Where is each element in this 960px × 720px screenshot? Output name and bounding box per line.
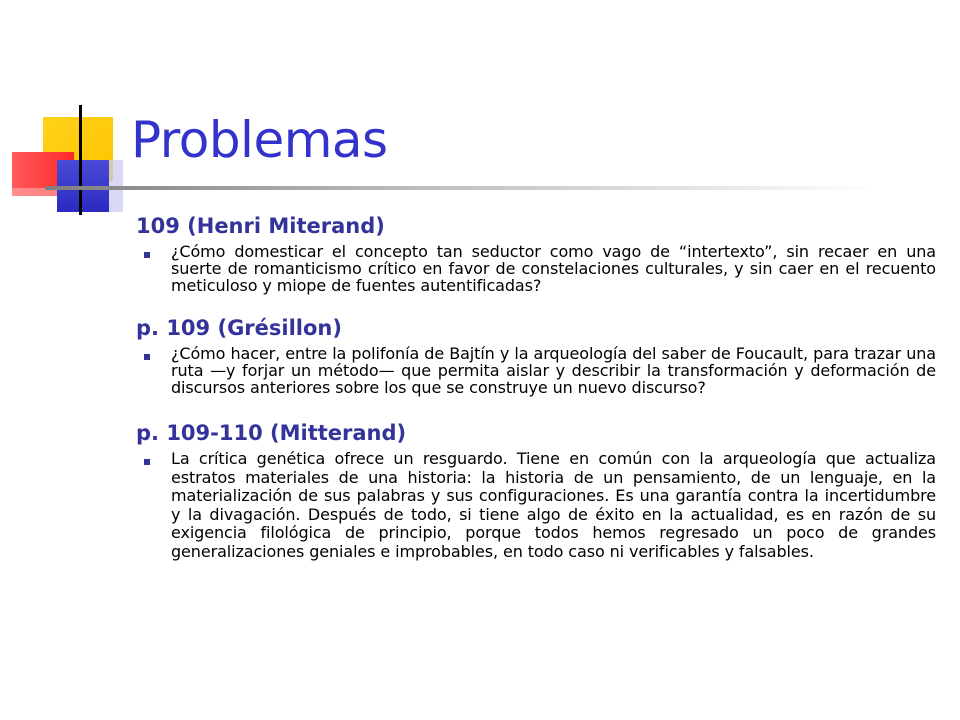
bullet-item bbox=[136, 243, 936, 294]
slide-title: Problemas bbox=[131, 111, 388, 169]
section-heading: p. 109-110 (Mitterand) bbox=[136, 421, 407, 445]
slide-content bbox=[136, 209, 936, 562]
section-heading: 109 (Henri Miterand) bbox=[136, 214, 385, 238]
bullet-text: ¿Cómo domesticar el concepto tan seductor como vago de “intertexto”, sin recaer en una suerte de romanticismo crítico en favor de constelaciones culturales, y sin caer en el recuento meticuloso y miope de fuentes autentificadas? bbox=[171, 242, 936, 295]
section-miterand bbox=[136, 209, 936, 294]
section-heading: p. 109 (Grésillon) bbox=[136, 316, 342, 340]
logo-vertical-line bbox=[79, 105, 82, 215]
square-bullet-icon bbox=[144, 459, 150, 465]
bullet-text: ¿Cómo hacer, entre la polifonía de Bajtín y la arqueología del saber de Foucault, para trazar una ruta —y forjar un método— que permita aislar y describir la transformación y deformación de discursos anteriores sobre los que se construye un nuevo discurso? bbox=[171, 344, 936, 397]
section-gresillon bbox=[136, 311, 936, 396]
bullet-item bbox=[136, 450, 936, 562]
bullet-text: La crítica genética ofrece un resguardo. Tiene en común con la arqueología que actualiza estratos materiales de una historia: la historia de un pensamiento, de un lenguaje, en la materialización de sus palabras y sus configuraciones. Es una garantía contra la incertidumbre y la divagación. Después de todo, si tiene algo de éxito en la actualidad, es en razón de su exigencia filológica de principio, porque todos hemos regresado un poco de grandes generalizaciones geniales e improbables, en todo caso ni verificables y falsables. bbox=[171, 449, 936, 561]
title-underline bbox=[45, 186, 875, 190]
section-mitterand bbox=[136, 416, 936, 562]
square-bullet-icon bbox=[144, 354, 150, 360]
square-bullet-icon bbox=[144, 252, 150, 258]
bullet-item bbox=[136, 345, 936, 396]
decorative-logo bbox=[0, 0, 140, 230]
